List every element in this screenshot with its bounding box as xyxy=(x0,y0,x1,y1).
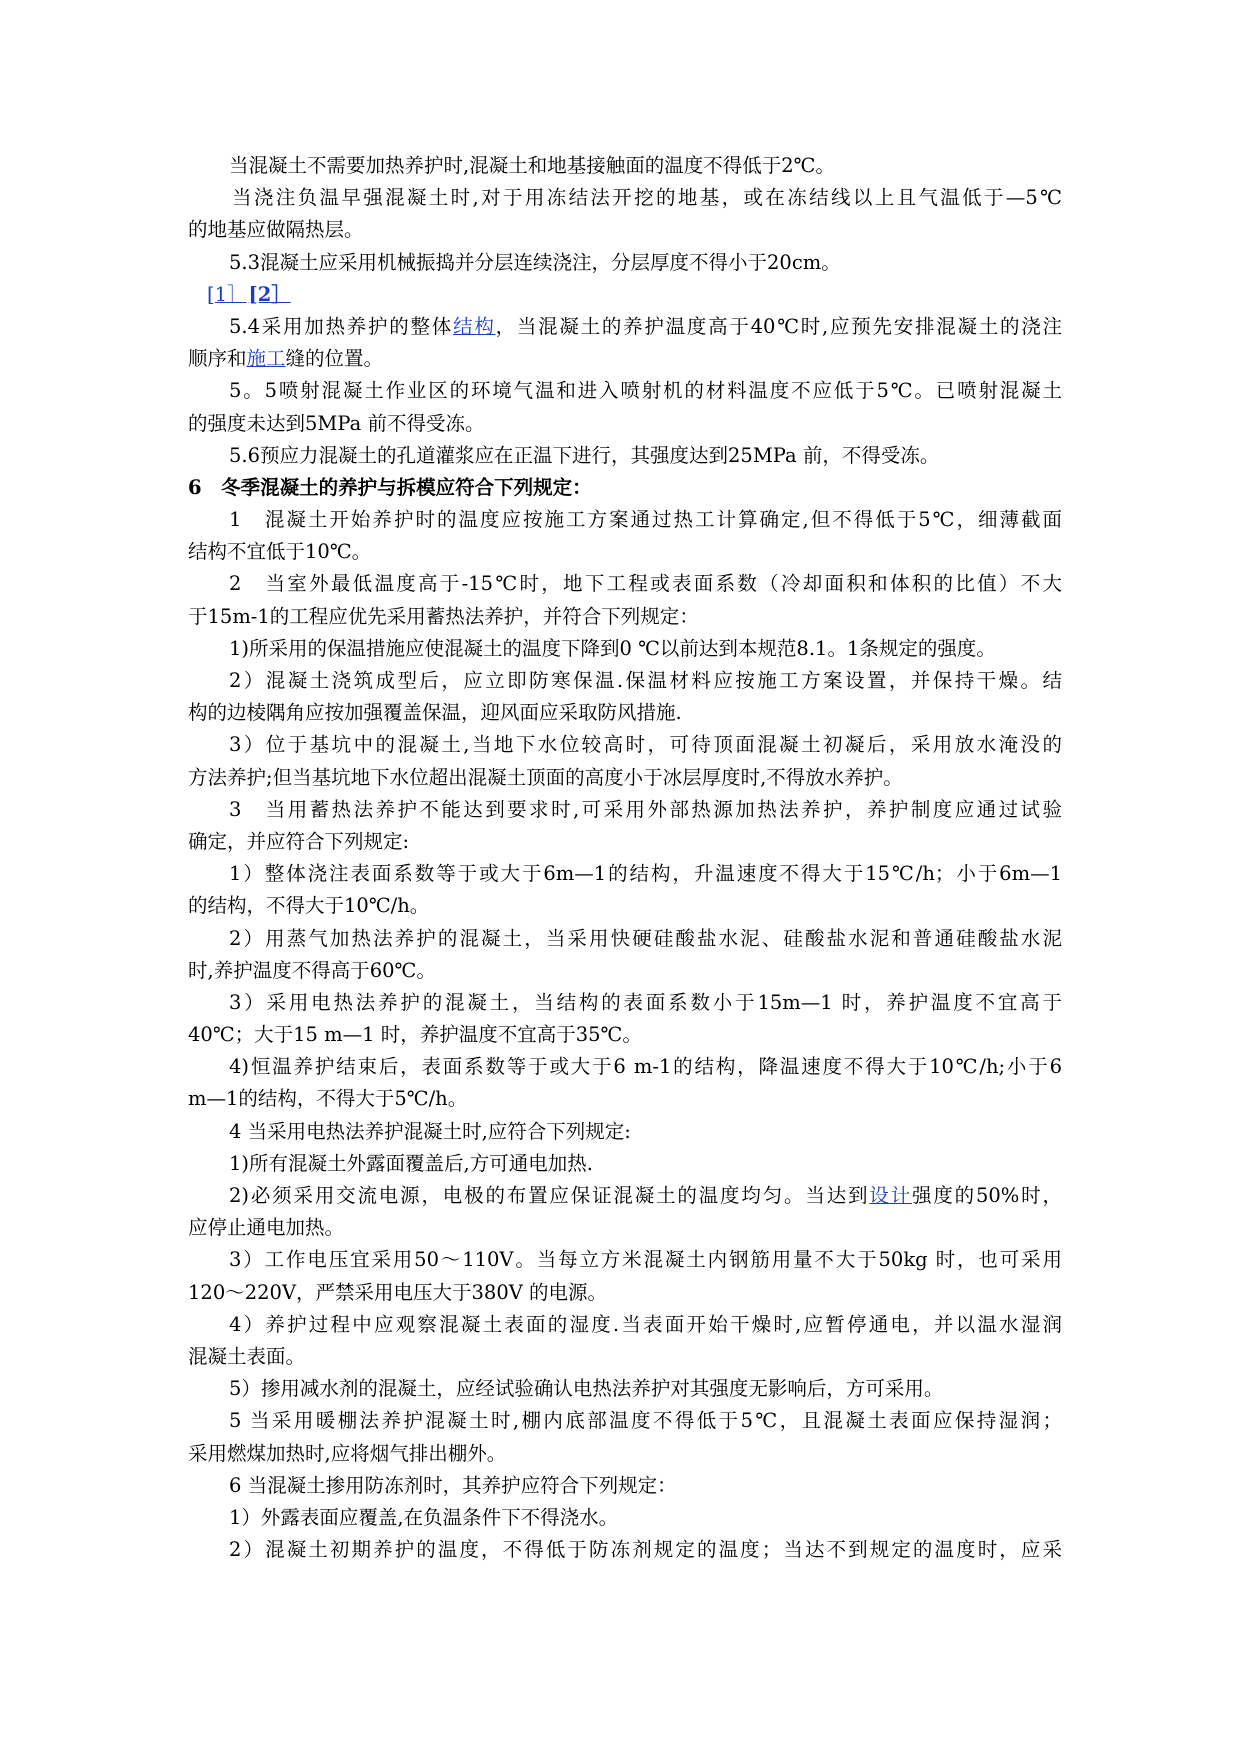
paragraph-line: 当混凝土不需要加热养护时,混凝土和地基接触面的温度不得低于2℃。 xyxy=(229,154,835,177)
text-span: 顺序和 xyxy=(188,347,247,371)
document-body xyxy=(188,150,1062,1566)
paragraph-line: 5。5喷射混凝土作业区的环境气温和进入喷射机的材料温度不应低于5℃。已喷射混凝土 xyxy=(229,379,1062,403)
section-heading: 6 冬季混凝土的养护与拆模应符合下列规定： xyxy=(188,475,592,499)
inline-link[interactable]: 施工 xyxy=(246,347,286,371)
paragraph-line xyxy=(188,311,1062,343)
pagination xyxy=(188,279,1062,311)
paragraph-line: 4 当采用电热法养护混凝土时,应符合下列规定: xyxy=(229,1119,631,1143)
paragraph-line: 5.6预应力混凝土的孔道灌浆应在正温下进行，其强度达到25MPa 前，不得受冻。 xyxy=(229,443,940,467)
paragraph-line xyxy=(188,343,1062,375)
paragraph-line: 6 当混凝土掺用防冻剂时，其养护应符合下列规定： xyxy=(229,1473,677,1497)
page-link-2[interactable]: [2］ xyxy=(248,282,291,306)
paragraph-line: 4)恒温养护结束后，表面系数等于或大于6 m-1的结构，降温速度不得大于10℃/h;小于6 xyxy=(229,1055,1062,1079)
paragraph-line: 3 当用蓄热法养护不能达到要求时,可采用外部热源加热法养护，养护制度应通过试验 xyxy=(229,797,1062,821)
paragraph-line: 3）采用电热法养护的混凝土，当结构的表面系数小于15m—1 时，养护温度不宜高于 xyxy=(229,990,1062,1014)
paragraph-line: m—1的结构，不得大于5℃/h。 xyxy=(188,1087,468,1111)
paragraph-line: 120～220V，严禁采用电压大于380V 的电源。 xyxy=(188,1280,608,1304)
paragraph-line: 的地基应做隔热层。 xyxy=(188,218,364,242)
paragraph-line: 5）掺用减水剂的混凝土，应经试验确认电热法养护对其强度无影响后，方可采用。 xyxy=(229,1377,944,1401)
paragraph-line: 5.3混凝土应采用机械振捣并分层连续浇注，分层厚度不得小于20cm。 xyxy=(229,250,841,274)
inline-link[interactable]: 结构 xyxy=(453,314,496,338)
paragraph-line: 3）位于基坑中的混凝土,当地下水位较高时，可待顶面混凝土初凝后，采用放水淹没的 xyxy=(229,733,1062,757)
text-span: 5.4采用加热养护的整体 xyxy=(229,314,454,338)
paragraph-line: 方法养护;但当基坑地下水位超出混凝土顶面的高度小于冰层厚度时,不得放水养护。 xyxy=(188,765,903,789)
paragraph-line: 采用燃煤加热时,应将烟气排出棚外。 xyxy=(188,1441,507,1465)
paragraph-line: 1)所采用的保温措施应使混凝土的温度下降到0 ℃以前达到本规范8.1。1条规定的强度。 xyxy=(229,636,996,660)
paragraph-line: 当浇注负温早强混凝土时,对于用冻结法开挖的地基，或在冻结线以上且气温低于—5℃ xyxy=(232,186,1062,210)
paragraph-line: 于15m-1的工程应优先采用蓄热法养护，并符合下列规定： xyxy=(188,604,699,628)
paragraph-line: 40℃；大于15 m—1 时，养护温度不宜高于35℃。 xyxy=(188,1023,642,1047)
paragraph-line: 3）工作电压宜采用50～110V。当每立方米混凝土内钢筋用量不大于50kg 时，也可采用 xyxy=(229,1248,1062,1272)
paragraph-line: 5 当采用暖棚法养护混凝土时,棚内底部温度不得低于5℃，且混凝土表面应保持湿润； xyxy=(229,1409,1062,1433)
inline-link[interactable]: 设计 xyxy=(869,1184,913,1207)
paragraph-line: 1）整体浇注表面系数等于或大于6m—1的结构，升温速度不得大于15℃/h；小于6m—1 xyxy=(229,862,1062,886)
paragraph-line xyxy=(188,1180,1062,1212)
paragraph-line: 构的边棱隅角应按加强覆盖保温，迎风面应采取防风措施. xyxy=(188,701,682,725)
paragraph-line: 应停止通电加热。 xyxy=(188,1216,345,1240)
text-span: 缝的位置。 xyxy=(285,347,384,371)
paragraph-line: 结构不宜低于10℃。 xyxy=(188,540,372,564)
text-span: 强度的50%时， xyxy=(912,1184,1062,1207)
text-span: 2)必须采用交流电源，电极的布置应保证混凝土的温度均匀。当达到 xyxy=(229,1184,870,1207)
paragraph-line: 2 当室外最低温度高于-15℃时，地下工程或表面系数（冷却面积和体积的比值）不大 xyxy=(229,572,1062,596)
text-span: ，当混凝土的养护温度高于40℃时,应预先安排混凝土的浇注 xyxy=(495,314,1062,338)
paragraph-line: 2）用蒸气加热法养护的混凝土，当采用快硬硅酸盐水泥、硅酸盐水泥和普通硅酸盐水泥 xyxy=(229,926,1062,950)
paragraph-line: 2）混凝土浇筑成型后，应立即防寒保温.保温材料应按施工方案设置，并保持干燥。结 xyxy=(229,669,1062,692)
paragraph-line: 的结构，不得大于10℃/h。 xyxy=(188,894,430,918)
paragraph-line: 混凝土表面。 xyxy=(188,1344,306,1368)
paragraph-line: 1 混凝土开始养护时的温度应按施工方案通过热工计算确定,但不得低于5℃，细薄截面 xyxy=(229,508,1062,532)
paragraph-line: 确定，并应符合下列规定: xyxy=(188,829,410,853)
paragraph-line: 1）外露表面应覆盖,在负温条件下不得浇水。 xyxy=(229,1505,619,1529)
paragraph-line: 2）混凝土初期养护的温度，不得低于防冻剂规定的温度；当达不到规定的温度时，应采 xyxy=(229,1538,1062,1562)
paragraph-line: 的强度未达到5MPa 前不得受冻。 xyxy=(188,411,485,435)
paragraph-line: 4）养护过程中应观察混凝土表面的湿度.当表面开始干燥时,应暂停通电，并以温水湿润 xyxy=(229,1312,1062,1336)
paragraph-line: 时,养护温度不得高于60℃。 xyxy=(188,958,436,982)
page-link-1[interactable]: [1］ xyxy=(207,282,247,306)
paragraph-line: 1)所有混凝土外露面覆盖后,方可通电加热. xyxy=(229,1151,593,1175)
